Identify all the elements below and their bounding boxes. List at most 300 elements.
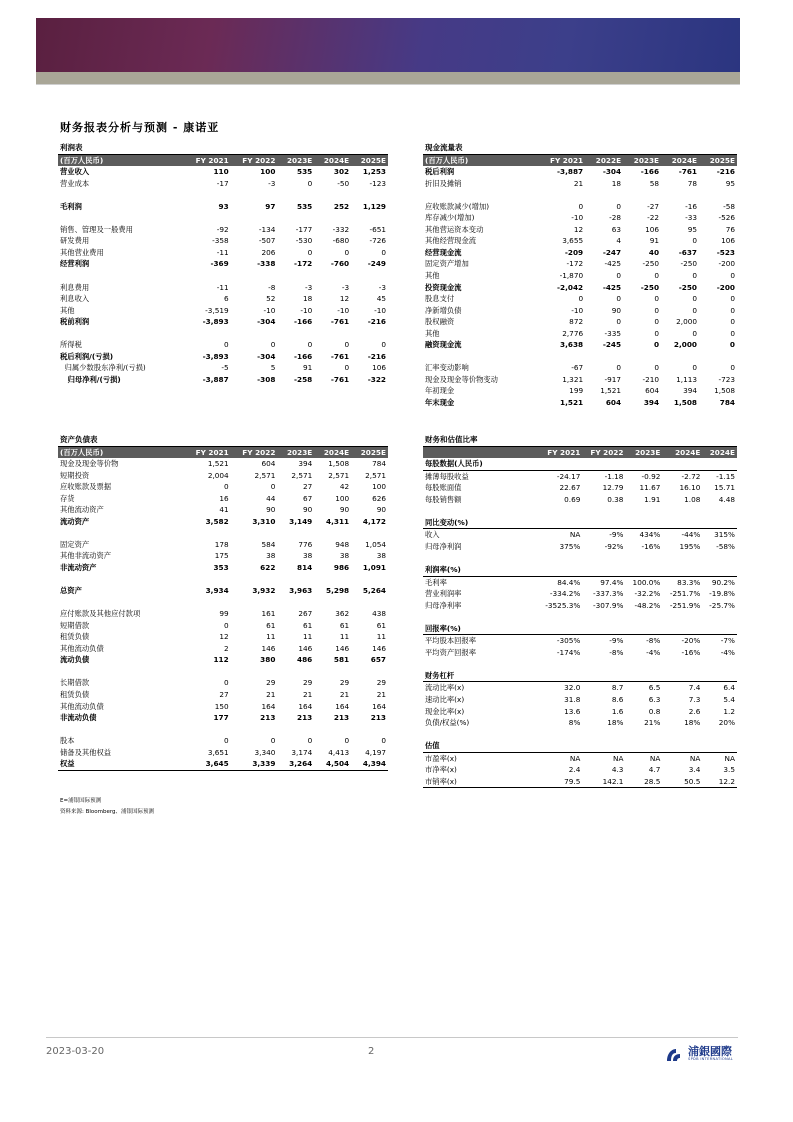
row-label: 总资产: [60, 586, 82, 596]
value-cell: 0.8: [648, 706, 661, 716]
table-row: [423, 362, 737, 374]
table-title-row: [58, 142, 388, 154]
table-row: [423, 235, 737, 247]
value-cell: -3,887: [557, 167, 584, 177]
value-cell: 164: [335, 701, 350, 711]
value-cell: -651: [369, 224, 386, 234]
section-header-row: [423, 670, 737, 682]
value-cell: NA: [689, 753, 701, 763]
value-cell: 0: [381, 736, 386, 746]
value-cell: 61: [302, 620, 313, 630]
value-cell: -3,887: [202, 374, 229, 384]
value-cell: -3,893: [202, 351, 229, 361]
value-cell: 0: [692, 294, 698, 304]
value-cell: 0: [729, 340, 735, 350]
value-cell: 0: [654, 294, 660, 304]
value-cell: -123: [369, 178, 386, 188]
value-cell: 142.1: [582, 776, 625, 788]
value-cell: 1,321: [562, 374, 584, 384]
value-cell: 4.3: [611, 765, 624, 775]
spacer-row: [58, 270, 388, 282]
value-cell: 0: [616, 271, 622, 281]
value-cell: -425: [604, 259, 622, 269]
table-row: [423, 600, 737, 612]
value-cell: 146: [298, 643, 313, 653]
value-cell: 90: [376, 505, 386, 515]
value-cell: -250: [680, 259, 698, 269]
value-cell: 394: [683, 386, 698, 396]
value-cell: -166: [294, 351, 313, 361]
value-cell: -247: [602, 247, 622, 257]
value-cell: -2,042: [557, 282, 584, 292]
value-cell: 1,521: [207, 459, 229, 469]
value-cell: 0: [344, 736, 350, 746]
value-cell: 5.4: [723, 695, 735, 705]
row-label: 经营利润: [60, 259, 90, 269]
table-row: [58, 562, 388, 574]
value-cell: 3,655: [562, 236, 584, 246]
value-cell: 3,651: [207, 747, 229, 757]
table-row: [423, 482, 737, 494]
value-cell: 622: [260, 563, 276, 573]
value-cell: 1,521: [600, 386, 622, 396]
value-cell: 1.6: [611, 706, 624, 716]
row-label: 利息费用: [60, 282, 90, 292]
row-label: 税后利润: [425, 167, 455, 177]
value-cell: 0: [224, 678, 229, 688]
value-cell: -761: [678, 167, 698, 177]
value-cell: 213: [333, 713, 350, 723]
value-cell: 0: [654, 363, 660, 373]
value-cell: 164: [372, 701, 386, 711]
row-label: 年末现金: [425, 398, 455, 408]
row-label: 存货: [60, 493, 75, 503]
column-header: 2024E: [702, 446, 737, 458]
column-header: [423, 446, 537, 458]
spacer-cell: [423, 611, 737, 623]
value-cell: NA: [569, 753, 581, 763]
table-row: [58, 316, 388, 328]
value-cell: 0: [307, 340, 313, 350]
table-row: [423, 764, 737, 776]
value-cell: 146: [261, 643, 276, 653]
row-label: 其他经营现金流: [425, 236, 477, 246]
value-cell: -334.2%: [549, 589, 581, 599]
table-row: [58, 643, 388, 655]
value-cell: 1.2: [723, 706, 735, 716]
spacer-row: [423, 611, 737, 623]
value-cell: 12.79: [602, 483, 624, 493]
value-cell: -335: [604, 328, 622, 338]
table-row: [58, 178, 388, 190]
column-header: FY 2021: [537, 154, 585, 166]
table-title-row: [423, 434, 737, 446]
value-cell: 1,054: [365, 539, 386, 549]
logo-text-cn: 浦銀國際: [688, 1045, 732, 1058]
row-label: 非流动负债: [60, 713, 97, 723]
value-cell: 161: [261, 609, 276, 619]
footer-date: 2023-03-20: [46, 1046, 105, 1057]
value-cell: -2.72: [681, 471, 701, 481]
value-cell: 28.5: [625, 776, 662, 788]
column-header: 2025E: [351, 154, 388, 166]
value-cell: 177: [213, 713, 229, 723]
table-row: [58, 351, 388, 363]
table-row: [423, 385, 737, 397]
value-cell: -134: [258, 224, 276, 234]
logo-text-en: SPDB INTERNATIONAL: [688, 1057, 734, 1061]
value-cell: 4.7: [648, 765, 661, 775]
row-label: 税后利润/(亏损): [60, 351, 114, 361]
value-cell: -0.92: [641, 471, 661, 481]
value-cell: 95: [725, 178, 735, 188]
value-cell: 1,091: [362, 563, 386, 573]
spacer-row: [58, 212, 388, 224]
value-cell: 21: [376, 690, 386, 700]
value-cell: 41: [219, 505, 229, 515]
table-row: [423, 247, 737, 259]
column-header: 2023E: [623, 154, 661, 166]
balance-sheet-table: [58, 434, 388, 771]
table-row: [58, 305, 388, 317]
column-header: 2025E: [351, 446, 388, 458]
value-cell: 394: [643, 398, 660, 408]
row-label: 租赁负债: [60, 690, 90, 700]
value-cell: 195%: [679, 541, 701, 551]
value-cell: 0: [224, 340, 229, 350]
value-cell: -172: [566, 259, 584, 269]
value-cell: -337.3%: [592, 589, 624, 599]
value-cell: -8%: [646, 636, 661, 646]
value-cell: 12: [573, 224, 584, 234]
section-title: 估值: [423, 740, 737, 752]
section-header-row: [423, 564, 737, 576]
row-label: 汇率变动影响: [425, 363, 469, 373]
value-cell: 21: [573, 178, 584, 188]
value-cell: 146: [372, 643, 386, 653]
row-label: 租赁负债: [60, 632, 90, 642]
value-cell: -3: [341, 282, 350, 292]
row-label: 固定资产: [60, 539, 90, 549]
value-cell: 12.2: [702, 776, 737, 788]
value-cell: -761: [330, 374, 350, 384]
value-cell: 8.6: [611, 695, 624, 705]
table-row: [58, 282, 388, 294]
row-label: 长期借款: [60, 678, 90, 688]
row-label: 其他: [425, 328, 440, 338]
table-row: [58, 735, 388, 747]
value-cell: 78: [687, 178, 698, 188]
spacer-row: [58, 724, 388, 736]
value-cell: 0: [224, 620, 229, 630]
value-cell: 0: [654, 317, 660, 327]
value-cell: -723: [718, 374, 735, 384]
table-row: [58, 747, 388, 759]
value-cell: 213: [297, 713, 313, 723]
row-label: 市销率(x): [423, 776, 537, 788]
value-cell: 362: [335, 609, 350, 619]
value-cell: -250: [640, 282, 660, 292]
value-cell: 100: [372, 482, 386, 492]
row-label: 利息收入: [60, 294, 90, 304]
value-cell: 99: [219, 609, 229, 619]
section-title: 回报率(%): [423, 623, 737, 635]
value-cell: 0: [616, 363, 622, 373]
value-cell: -10: [374, 305, 386, 315]
column-header: 2023E: [625, 446, 662, 458]
value-cell: 872: [569, 317, 584, 327]
value-cell: -16%: [641, 541, 661, 551]
value-cell: 267: [298, 609, 313, 619]
value-cell: -32.2%: [634, 589, 661, 599]
table-title: 资产负债表: [58, 434, 388, 446]
table-row: [423, 397, 737, 409]
value-cell: 0: [381, 247, 386, 257]
table-row: [58, 374, 388, 386]
table-row: [423, 258, 737, 270]
value-cell: 45: [376, 294, 386, 304]
column-header: FY 2022: [231, 154, 278, 166]
value-cell: 21: [339, 690, 350, 700]
value-cell: 0: [730, 305, 735, 315]
table-row: [423, 339, 737, 351]
value-cell: -200: [716, 282, 735, 292]
section-header-row: [423, 740, 737, 752]
value-cell: 0: [654, 271, 660, 281]
row-label: 其他流动负债: [60, 643, 104, 653]
table-row: [58, 712, 388, 724]
value-cell: 20%: [718, 718, 735, 728]
table-title: 财务和估值比率: [423, 434, 737, 446]
value-cell: 581: [333, 655, 350, 665]
value-cell: 776: [298, 539, 313, 549]
value-cell: -526: [718, 213, 735, 223]
column-header: 2024E: [314, 446, 351, 458]
value-cell: 604: [605, 398, 622, 408]
table-row: [423, 682, 737, 694]
value-cell: 0: [307, 736, 313, 746]
value-cell: 535: [297, 201, 313, 211]
value-cell: 0: [270, 736, 276, 746]
value-cell: 3.5: [723, 765, 735, 775]
table-row: [58, 631, 388, 643]
value-cell: 11.67: [639, 483, 661, 493]
value-cell: 3,934: [205, 586, 229, 596]
value-cell: 61: [376, 620, 386, 630]
value-cell: -680: [332, 236, 350, 246]
value-cell: 6.5: [648, 683, 661, 693]
value-cell: 0: [344, 363, 350, 373]
section-header-row: [423, 623, 737, 635]
value-cell: 6: [224, 294, 229, 304]
spacer-cell: [423, 505, 737, 517]
value-cell: 1,129: [362, 201, 386, 211]
row-label: 非流动资产: [60, 563, 97, 573]
column-header: FY 2021: [537, 446, 582, 458]
spacer-cell: [423, 729, 737, 741]
column-header: (百万人民币): [58, 154, 184, 166]
value-cell: -637: [678, 247, 698, 257]
value-cell: -338: [257, 259, 276, 269]
value-cell: 1.91: [644, 494, 661, 504]
value-cell: 3,339: [231, 758, 278, 770]
table-title: 利润表: [58, 142, 388, 154]
column-header: 2025E: [699, 154, 737, 166]
value-cell: 11: [339, 632, 350, 642]
value-cell: 146: [335, 643, 350, 653]
value-cell: 4: [616, 236, 622, 246]
value-cell: 106: [721, 236, 735, 246]
column-header: 2023E: [277, 446, 314, 458]
value-cell: -24.17: [556, 471, 581, 481]
table-row: [423, 374, 737, 386]
value-cell: 61: [339, 620, 350, 630]
value-cell: 3,149: [289, 516, 313, 526]
table-row: [58, 493, 388, 505]
section-title: 利润率(%): [423, 564, 737, 576]
row-label: 平均资产回报率: [425, 647, 477, 657]
spdb-logo-icon: [664, 1045, 684, 1065]
page-number: 2: [368, 1046, 375, 1057]
value-cell: NA: [649, 753, 661, 763]
table-row: [58, 470, 388, 482]
value-cell: 11: [376, 632, 386, 642]
source-note: 资料来源: Bloomberg、浦银国际预测: [60, 809, 155, 815]
table-row: [58, 481, 388, 493]
value-cell: 0: [578, 294, 584, 304]
value-cell: 2,571: [291, 470, 313, 480]
row-label: 负债/权益(%): [425, 718, 470, 728]
value-cell: 44: [266, 493, 276, 503]
value-cell: NA: [569, 530, 581, 540]
value-cell: 32.0: [564, 683, 581, 693]
spacer-row: [58, 328, 388, 340]
value-cell: 0: [730, 294, 735, 304]
table-row: [423, 224, 737, 236]
value-cell: 2.4: [568, 765, 581, 775]
page-title: 财务报表分析与预测 - 康诺亚: [60, 121, 220, 134]
row-label: 归母净利率: [425, 600, 462, 610]
row-label: 速动比率(x): [425, 695, 465, 705]
value-cell: -322: [367, 374, 386, 384]
value-cell: 0: [616, 294, 622, 304]
value-cell: 84.4%: [557, 577, 581, 587]
row-label: 摊薄每股收益: [425, 471, 469, 481]
table-row: [423, 752, 737, 764]
value-cell: 38: [266, 551, 276, 561]
table-row: [58, 247, 388, 259]
value-cell: 1,253: [362, 167, 386, 177]
value-cell: 486: [297, 655, 313, 665]
value-cell: 5,298: [326, 586, 350, 596]
value-cell: -761: [330, 317, 350, 327]
value-cell: -216: [367, 351, 386, 361]
value-cell: 29: [266, 678, 276, 688]
value-cell: 604: [261, 459, 276, 469]
spacer-cell: [58, 189, 388, 201]
cashflow-statement-table: [423, 142, 737, 409]
value-cell: 100: [260, 167, 276, 177]
table-row: [58, 539, 388, 551]
row-label: 归母净利润: [425, 541, 462, 551]
table-row: [423, 776, 737, 788]
value-cell: 0: [270, 340, 276, 350]
value-cell: 97.4%: [600, 577, 624, 587]
value-cell: 0: [692, 305, 698, 315]
value-cell: 50.5: [662, 776, 702, 788]
table-row: [58, 458, 388, 470]
value-cell: -22: [647, 213, 660, 223]
value-cell: 27: [219, 690, 229, 700]
value-cell: -332: [332, 224, 350, 234]
value-cell: 0: [307, 247, 313, 257]
income-statement-table: [58, 142, 388, 385]
value-cell: 5: [270, 363, 276, 373]
value-cell: -50: [337, 178, 350, 188]
value-cell: 2,000: [676, 317, 698, 327]
value-cell: 18%: [607, 718, 624, 728]
table-header-row: [58, 154, 388, 166]
value-cell: -10: [263, 305, 276, 315]
value-cell: 90: [611, 305, 622, 315]
value-cell: -369: [210, 259, 229, 269]
value-cell: 13.6: [564, 706, 581, 716]
section-title: 同比变动(%): [423, 517, 737, 529]
spacer-cell: [58, 328, 388, 340]
value-cell: 8%: [568, 718, 581, 728]
value-cell: -210: [642, 374, 660, 384]
value-cell: -33: [685, 213, 698, 223]
value-cell: 22.67: [559, 483, 581, 493]
value-cell: 2,571: [254, 470, 276, 480]
table-row: [423, 717, 737, 729]
table-row: [58, 504, 388, 516]
row-label: 流动负债: [60, 655, 90, 665]
value-cell: -507: [258, 236, 276, 246]
row-label: 营业成本: [60, 178, 90, 188]
value-cell: 0: [224, 482, 229, 492]
table-row: [58, 654, 388, 666]
footer-divider: [46, 1037, 738, 1038]
spacer-row: [58, 666, 388, 678]
value-cell: 100: [335, 493, 350, 503]
row-label: 营业利润率: [425, 589, 462, 599]
value-cell: -58: [723, 201, 735, 211]
value-cell: -4%: [720, 647, 735, 657]
value-cell: 0: [578, 201, 584, 211]
value-cell: -44%: [681, 530, 701, 540]
value-cell: 15.71: [714, 483, 735, 493]
value-cell: 2.6: [688, 706, 701, 716]
column-header: 2024E: [661, 154, 699, 166]
column-header: 2022E: [585, 154, 623, 166]
row-label: 其他营运资本变动: [425, 224, 484, 234]
table-row: [423, 212, 737, 224]
value-cell: 380: [260, 655, 276, 665]
value-cell: 91: [302, 363, 313, 373]
section-title: 财务杠杆: [423, 670, 737, 682]
value-cell: 626: [372, 493, 386, 503]
row-label: 流动比率(x): [425, 683, 465, 693]
value-cell: 16: [219, 493, 229, 503]
value-cell: -67: [571, 363, 584, 373]
spacer-row: [423, 351, 737, 363]
row-label: 所得税: [60, 340, 82, 350]
spacer-row: [423, 189, 737, 201]
value-cell: 438: [372, 609, 386, 619]
table-row: [423, 529, 737, 541]
value-cell: 3.4: [688, 765, 701, 775]
